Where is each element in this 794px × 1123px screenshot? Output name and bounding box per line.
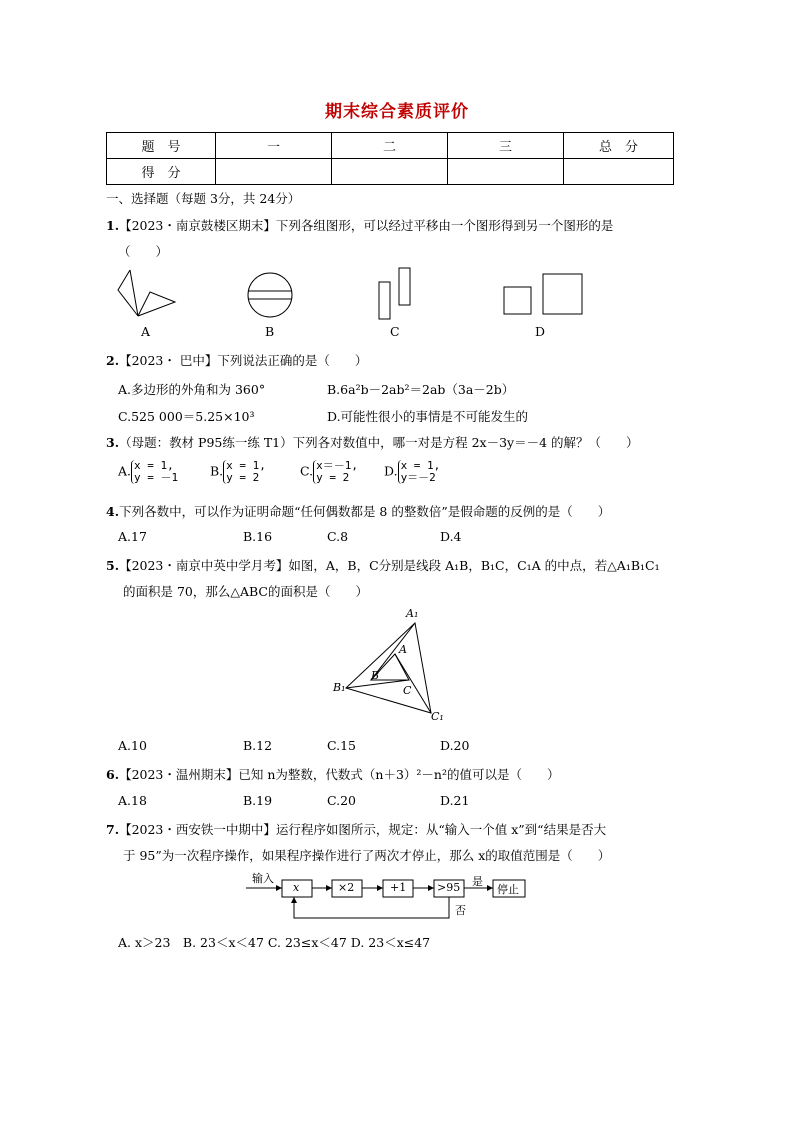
system-line: y = －1 (134, 471, 179, 484)
question-number: 6. (106, 767, 120, 782)
question-2 (106, 351, 367, 369)
system-line: y = 2 (316, 471, 350, 484)
options-line: A. x＞23 B. 23＜x＜47 C. 23≤x＜47 D. 23＜x≤47 (118, 935, 431, 950)
system-line: x = 1, (226, 459, 266, 472)
vertex-label: B₁ (333, 681, 346, 694)
score-table (106, 132, 674, 185)
question-text-cont: 于 95”为一次程序操作，如果程序操作进行了两次才停止，那么 x的取值范围是（ ） (123, 848, 611, 863)
option: A.18 (118, 793, 147, 808)
equation-system (223, 460, 266, 484)
flow-node-stop: 停止 (497, 883, 519, 896)
flow-no-label: 否 (455, 904, 466, 917)
system-line: y = 2 (226, 471, 260, 484)
option: D.21 (440, 793, 470, 808)
option-label: C (390, 324, 400, 339)
vertex-label: A (399, 643, 407, 656)
option: C.525 000＝5.25×10³ (118, 409, 255, 424)
table-cell: 一 (216, 133, 332, 159)
question-number: 4. (106, 504, 120, 519)
system-line: y＝－2 (400, 471, 436, 484)
figure-b (248, 273, 292, 317)
system-line: x = 1, (400, 459, 441, 472)
question-text: 下列各数中，可以作为证明命题“任何偶数都是 8 的整数倍”是假命题的反例的是（ ） (119, 504, 611, 519)
table-cell: 三 (448, 133, 564, 159)
question-text: 【2023・ 巴中】下列说法正确的是（ ） (119, 353, 368, 368)
option-letter: A. (118, 463, 132, 479)
vertex-label: A₁ (406, 607, 419, 620)
option (300, 460, 358, 484)
system-line: x＝－1, (316, 459, 358, 472)
figure-a (118, 270, 175, 316)
option (210, 460, 266, 484)
vertex-label: C (403, 684, 412, 697)
figure-d (504, 274, 582, 314)
score-cell[interactable] (564, 159, 674, 185)
system-line: x = 1, (134, 459, 174, 472)
option: C.15 (327, 738, 356, 753)
section-heading: 一、选择题（每题 3分，共 24分） (106, 191, 301, 206)
option: B.19 (243, 793, 273, 808)
option-label: A (141, 324, 151, 339)
score-cell[interactable] (448, 159, 564, 185)
flow-node-x: x (293, 881, 300, 894)
answer-paren: （ ） (118, 244, 169, 259)
question-number: 3. (106, 435, 120, 450)
question-6 (106, 765, 559, 783)
option: A.17 (118, 529, 147, 544)
option: C.20 (327, 793, 356, 808)
flow-yes-label: 是 (472, 875, 483, 888)
question-5 (106, 556, 660, 574)
question-7 (106, 820, 606, 838)
option (384, 460, 440, 484)
option (118, 460, 178, 484)
question-number: 7. (106, 822, 120, 837)
vertex-label: B (371, 669, 380, 682)
option: B.16 (243, 529, 273, 544)
figure-c (379, 268, 410, 319)
table-cell: 总 分 (564, 133, 674, 159)
equation-system (398, 460, 441, 484)
equation-system (313, 460, 358, 484)
score-cell[interactable] (216, 159, 332, 185)
table-cell: 二 (332, 133, 448, 159)
question-3 (106, 433, 639, 451)
score-cell[interactable] (332, 159, 448, 185)
question-number: 5. (106, 558, 120, 573)
option: B.12 (243, 738, 273, 753)
flow-node-add: +1 (390, 881, 407, 894)
score-table-header-row (107, 133, 674, 159)
question-text: 【2023・南京中英中学月考】如图，A，B，C分别是线段 A₁B，B₁C，C₁A 的中点，若△A₁B₁C₁ (119, 558, 660, 573)
flow-input-label: 输入 (252, 872, 274, 885)
option: C.8 (327, 529, 349, 544)
option-label: D (535, 324, 546, 339)
question-text: （母题：教材 P95练一练 T1）下列各对数值中，哪一对是方程 2x－3y＝－4 的解？（ ） (119, 435, 639, 450)
flow-node-multiply: ×2 (338, 881, 355, 894)
table-cell: 题 号 (107, 133, 216, 159)
question-number: 2. (106, 353, 120, 368)
question-text: 【2023・温州期末】已知 n为整数，代数式（n＋3）²－n²的值可以是（ ） (119, 767, 560, 782)
option-letter: C. (300, 463, 314, 479)
option: A.多边形的外角和为 360° (118, 382, 266, 397)
table-cell: 得 分 (107, 159, 216, 185)
option: D.可能性很小的事情是不可能发生的 (327, 409, 529, 424)
question-number: 1. (106, 218, 120, 233)
question-4 (106, 502, 610, 520)
question-text: 【2023・南京鼓楼区期末】下列各组图形，可以经过平移由一个图形得到另一个图形的是 (119, 218, 614, 233)
flow-node-compare: >95 (437, 881, 461, 894)
question-text-cont: 的面积是 70，那么△ABC的面积是（ ） (123, 584, 369, 599)
option-letter: B. (210, 463, 224, 479)
option-label: B (265, 324, 275, 339)
question-1 (106, 216, 613, 234)
score-table-score-row (107, 159, 674, 185)
option: D.20 (440, 738, 470, 753)
question-text: 【2023・西安铁一中期中】运行程序如图所示，规定：从“输入一个值 x”到“结果是否大 (119, 822, 607, 837)
option: A.10 (118, 738, 147, 753)
option-letter: D. (384, 463, 398, 479)
vertex-label: C₁ (431, 710, 444, 723)
page-title: 期末综合素质评价 (325, 102, 469, 122)
equation-system (131, 460, 178, 484)
option: B.6a²b－2ab²＝2ab（3a－2b） (327, 382, 515, 397)
option: D.4 (440, 529, 462, 544)
